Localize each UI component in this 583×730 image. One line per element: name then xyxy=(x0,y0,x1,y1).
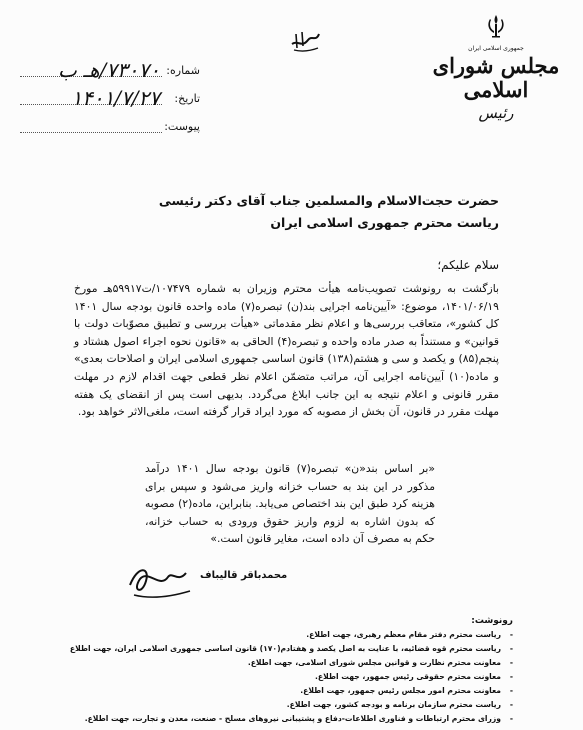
number-row xyxy=(20,58,200,86)
date-row xyxy=(20,86,200,114)
cc-item: - وزرای محترم ارتباطات و فناوری اطلاعات-دفاع و پشتیبانی نیروهای مسلح - صنعت، معدن و تجارت، جهت اطلاع. xyxy=(43,712,513,726)
cc-item: - ریاست محترم سازمان برنامه و بودجه کشور، جهت اطلاع. xyxy=(43,698,513,712)
addressee-line1: حضرت حجت‌الاسلام والمسلمین جناب آقای دکتر رئیسی xyxy=(158,193,499,208)
cc-title: رونوشت: xyxy=(471,616,513,626)
cc-item: - ریاست محترم قوه قضائیه، با عنایت به اصل یکصد و هفتادم(۱۷۰) قانون اساسی جمهوری اسلامی ایران، جهت اطلاع xyxy=(43,642,513,656)
body-paragraph: بازگشت به رونوشت تصویب‌نامه هیأت محترم وزیران به شماره ۱۰۷۴۷۹/ت۵۹۹۱۷هـ مورخ ۱۴۰۱/۰۶/۱۹، موضوع: «آیین‌نامه اجرایی بند(ن) تبصره(۷) ماده واحده قانون بودجه سال ۱۴۰۱ کل کشور»، متعاقب بررسی‌ها و اعلام نظر مقدماتی «هیأت بررسی و تطبیق مصوّبات دولت با قوانین» و مستنداً به صدر ماده واحده و تبصره(۴) الحاقی به «قانون نحوه اجراء اصول هشتاد و پنجم(۸۵) و یکصد و سی و هشتم(۱۳۸) قانون اساسی جمهوری اسلامی ایران و اصلاحات بعدی» و ماده(۱۰) آیین‌نامه اجرایی آن، مراتب متضمّن اعلام نظر قطعی جهت اقدام لازم در مهلت مقرر قانونی و اعلام نتیجه به این جانب ابلاغ می‌گردد. بدیهی است پس از انقضای یک هفته مهلت مقرر در قانون، آن بخش از مصوبه که مورد ایراد قرار گرفته است، ملغی‌الاثر خواهد بود. xyxy=(74,282,499,419)
signatory-name: محمدباقر قالیباف xyxy=(200,570,288,581)
org-name: مجلس شورای اسلامی xyxy=(432,53,560,102)
greeting: سلام علیکم؛ xyxy=(437,258,499,272)
cc-item: - ریاست محترم دفتر مقام معظم رهبری، جهت اطلاع. xyxy=(43,628,513,642)
org-subtitle: رئیس xyxy=(478,104,514,122)
letterhead xyxy=(431,12,561,122)
addressee xyxy=(159,190,499,234)
cc-list xyxy=(43,628,513,726)
cc-item: - معاونت محترم حقوقی رئیس جمهور، جهت اطلاع. xyxy=(43,670,513,684)
dotted-line xyxy=(20,132,162,133)
quoted-ruling: «بر اساس بند«ن» تبصره(۷) قانون بودجه سال ۱۴۰۱ درآمد مذکور در این بند به حساب خزانه واریز می‌شود و سپس برای هزینه کرد طبق این بند اختصاص می‌یابد. بنابراین، ماده(۲) مصوبه که بدون اشاره به لزوم واریز حقوق ورودی به حساب خزانه، حکم به مصرف آن داده است، مغایر قانون است.» xyxy=(145,462,436,546)
basmala-calligraphy-icon xyxy=(288,22,322,56)
handwritten-signature-icon xyxy=(120,555,200,605)
iran-emblem-icon xyxy=(482,12,510,40)
addressee-line2: ریاست محترم جمهوری اسلامی ایران xyxy=(270,215,499,230)
letter-number: ۷۳۰۷۰/هـ ب xyxy=(57,58,160,82)
letter-date: ۱۴۰۱/۷/۲۷ xyxy=(71,86,160,110)
attachment-label: پیوست: xyxy=(164,120,200,133)
org-country: جمهوری اسلامی ایران xyxy=(468,45,524,52)
cc-item: - معاونت محترم امور مجلس رئیس جمهور، جهت اطلاع. xyxy=(43,684,513,698)
date-label: تاریخ: xyxy=(174,92,200,105)
letter-meta xyxy=(20,58,200,142)
number-label: شماره: xyxy=(166,64,200,77)
cc-item: - معاونت محترم نظارت و قوانین مجلس شورای اسلامی، جهت اطلاع. xyxy=(43,656,513,670)
attachment-row xyxy=(20,114,200,142)
